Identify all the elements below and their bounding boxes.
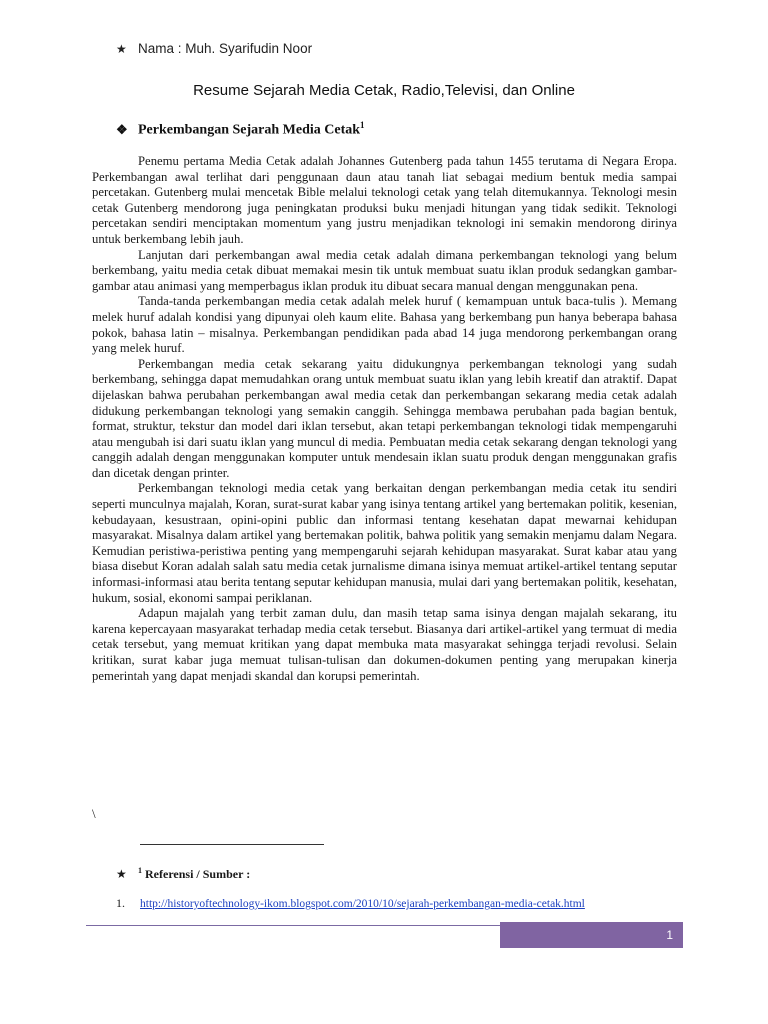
star-bullet-icon: ★ — [116, 42, 127, 56]
author-line — [116, 41, 312, 56]
footer-rule — [86, 925, 500, 926]
section-heading — [116, 120, 365, 139]
body-text — [92, 154, 677, 684]
paragraph: Tanda-tanda perkembangan media cetak adalah melek huruf ( kemampuan untuk baca-tulis ). Memang melek huruf adalah kondisi yang dipunyai oleh kaum elite. Bahasa yang berkembang pun hanya beberapa bahasa pokok, bahasa latin – misalnya. Perkembangan pendidikan pada abad 14 juga mendorong perkembangan orang yang melek huruf. — [92, 294, 677, 356]
star-bullet-icon: ★ — [116, 867, 127, 881]
section-heading-text: Perkembangan Sejarah Media Cetak — [138, 122, 361, 138]
author-name: Nama : Muh. Syarifudin Noor — [138, 41, 313, 56]
document-title: Resume Sejarah Media Cetak, Radio,Televisi, dan Online — [193, 82, 575, 99]
paragraph: Adapun majalah yang terbit zaman dulu, dan masih tetap sama isinya dengan majalah sekarang, itu karena kepercayaan masyarakat terhadap media cetak tersebut. Biasanya dari artikel-artikel yang termuat di media cetak tersebut, yang memuat kritikan yang dapat membuka mata masyarakat sehingga terjadi revolusi. Selain kritikan, surat kabar juga memuat tulisan-tulisan dan dokumen-dokumen penting yang merupakan kinerja pemerintah yang dapat menjadi skandal dan korupsi pemerintah. — [92, 606, 677, 683]
footnote-reference: 1 — [360, 120, 365, 130]
stray-character: \ — [92, 806, 96, 821]
paragraph: Perkembangan media cetak sekarang yaitu didukungnya perkembangan teknologi yang sudah berkembang, sehingga dapat memudahkan orang untuk membuat suatu iklan yang lebih kreatif dan atraktif. Dapat dijelaskan bahwa perubahan perkembangan awal media cetak dan perkembangan sekarang media cetak adalah didukung perkembangan teknologi yang semakin canggih. Sehingga membawa perubahan pada bagian bentuk, format, struktur, tekstur dan model dari iklan tersebut, akan tetapi perkembangan teknologi tidak mempengaruhi atau mengubah isi dari suatu iklan yang muncul di media. Pembuatan media cetak sekarang dengan teknologi yang canggih adalah dengan menggunakan komputer untuk mendesain iklan suatu produk dengan menggunakan grafis dan dicetak dengan printer. — [92, 356, 677, 480]
footnote-separator — [140, 844, 324, 845]
page-number: 1 — [666, 928, 673, 942]
paragraph: Penemu pertama Media Cetak adalah Johannes Gutenberg pada tahun 1455 terutama di Negara Eropa. Perkembangan awal terlihat dari penggunaan daun atau tanah liat sebagai medium bentuk media sampai percetakan. Gutenberg mulai mencetak Bible melalui teknologi cetak yang telah ditemukannya. Teknologi mesin cetak Gutenberg mendorong juga peningkatan produksi buku menjadi hitungan yang tidak sedikit. Teknologi percetakan sendiri menciptakan momentum yang justru menjadikan teknologi ini semakin mendorong dirinya untuk berkembang lebih jauh. — [92, 154, 677, 246]
footnote-label-text: Referensi / Sumber : — [145, 867, 251, 881]
footnote-label — [116, 866, 250, 882]
reference-item — [116, 896, 585, 911]
page-number-badge — [500, 922, 683, 948]
footnote-mark: 1 — [138, 866, 142, 875]
reference-link[interactable]: http://historyoftechnology-ikom.blogspot.com/2010/10/sejarah-perkembangan-media-cetak.html — [140, 898, 585, 910]
diamond-bullet-icon: ❖ — [116, 121, 128, 137]
reference-number: 1. — [116, 896, 125, 910]
paragraph: Perkembangan teknologi media cetak yang berkaitan dengan perkembangan media cetak itu sendiri seperti munculnya majalah, Koran, surat-surat kabar yang isinya tentang artikel yang bertemakan politik, kesenian, kebudayaan, kesustraan, opini-opini public dan informasi tentang kesehatan dapat mewarnai kehidupan masyarakat. Misalnya dalam artikel yang bertemakan politik, bahwa politik yang semakin menjamu dalam Negara. Kemudian peristiwa-peristiwa penting yang mempengaruhi sejarah kehidupan masyarakat. Surat kabar atau yang biasa disebut Koran adalah salah satu media cetak jurnalisme dimana isinya memuat artikel-artikel tentang seputar informasi-informasi atau berita tentang seputar kehidupan manusia, mulai dari yang bertemakan politik, kesehatan, hukum, sosial, ekonomi sampai periklanan. — [92, 481, 677, 605]
paragraph: Lanjutan dari perkembangan awal media cetak adalah dimana perkembangan teknologi yang belum berkembang, yaitu media cetak dibuat memakai mesin tik untuk membuat suatu iklan produk sedangkan gambar-gambar atau animasi yang memperbagus iklan produk itu dibuat secara manual dengan menggunakan pena. — [92, 247, 677, 293]
